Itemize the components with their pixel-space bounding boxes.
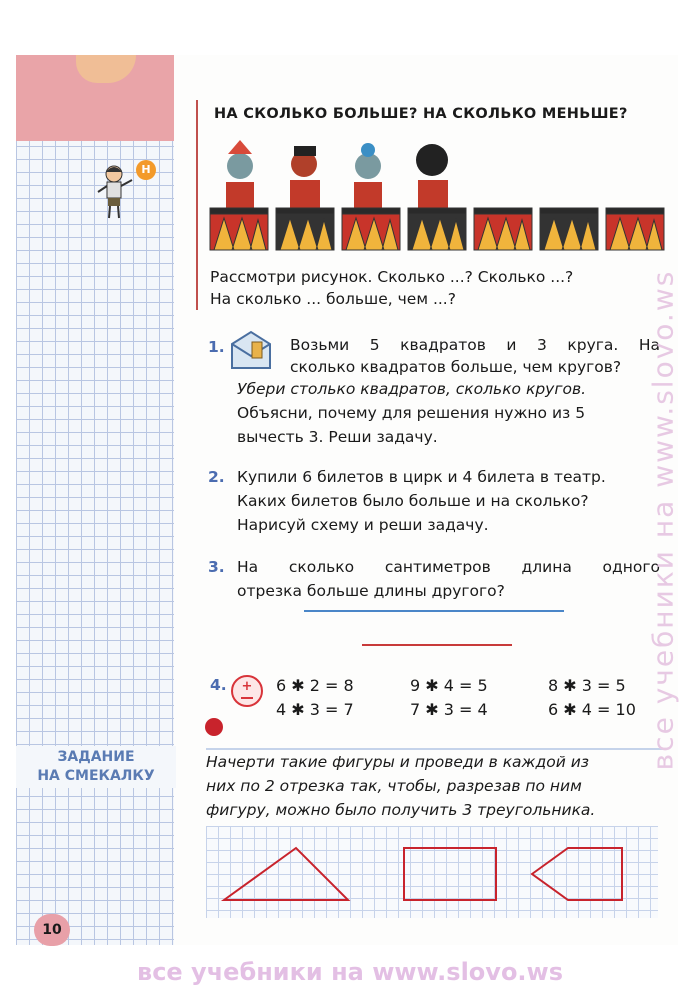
puzzle-label-line-2: НА СМЕКАЛКУ xyxy=(37,768,155,784)
animals-group xyxy=(226,140,448,208)
watermark-bottom: все учебники на www.slovo.ws xyxy=(137,958,563,986)
task-2-line-1: Купили 6 билетов в цирк и 4 билета в театр. xyxy=(237,468,606,486)
box-icon xyxy=(228,328,274,374)
equation: 4 ✱ 3 = 7 xyxy=(276,700,354,719)
task-3-line-2: отрезка больше длины другого? xyxy=(237,582,505,600)
plus-minus-icon xyxy=(230,674,264,708)
puzzle-label xyxy=(16,746,176,788)
equation: 9 ✱ 4 = 5 xyxy=(410,676,488,695)
puzzle-label-line-1: ЗАДАНИЕ xyxy=(57,749,135,765)
hint-badge: Н xyxy=(136,160,156,180)
equation: 7 ✱ 3 = 4 xyxy=(410,700,488,719)
segment-red xyxy=(362,644,512,646)
equation: 8 ✱ 3 = 5 xyxy=(548,676,626,695)
pentagon-shape xyxy=(532,848,622,900)
watermark-side: все учебники на www.slovo.ws xyxy=(646,269,680,771)
intro-line-1: Рассмотри рисунок. Сколько ...? Сколько ...? xyxy=(210,268,574,286)
triangle-shape xyxy=(224,848,348,900)
boy-icon xyxy=(96,162,136,222)
task-1-line-1: Возьми 5 квадратов и 3 круга. На xyxy=(290,336,660,354)
circus-illustration xyxy=(208,132,668,254)
task-1-line-3: Убери столько квадратов, сколько кругов. xyxy=(237,380,587,398)
page-number: 10 xyxy=(34,914,70,946)
intro-line-2: На сколько ... больше, чем ...? xyxy=(210,290,456,308)
pink-corner-block xyxy=(16,55,174,141)
red-dot-icon xyxy=(205,718,223,736)
svg-text:+: + xyxy=(241,679,253,694)
margin-grid xyxy=(16,55,174,945)
task-1-line-2: сколько квадратов больше, чем кругов? xyxy=(290,358,622,376)
puzzle-text xyxy=(206,748,666,822)
rectangle-shape xyxy=(404,848,496,900)
task-3-number: 3. xyxy=(208,558,225,576)
pedestals-group xyxy=(210,208,664,250)
puzzle-line-1: Начерти такие фигуры и проведи в каждой из xyxy=(206,753,590,771)
page-title: НА СКОЛЬКО БОЛЬШЕ? НА СКОЛЬКО МЕНЬШЕ? xyxy=(214,106,628,122)
puzzle-line-3: фигуру, можно было получить 3 треугольника. xyxy=(206,801,596,819)
equation: 6 ✱ 2 = 8 xyxy=(276,676,354,695)
task-2-line-2: Каких билетов было больше и на сколько? xyxy=(237,492,589,510)
shapes-figure xyxy=(206,826,658,918)
task-1-line-4: Объясни, почему для решения нужно из 5 xyxy=(237,404,586,422)
task-1-line-5: вычесть 3. Реши задачу. xyxy=(237,428,438,446)
task-2-line-3: Нарисуй схему и реши задачу. xyxy=(237,516,489,534)
task-2-number: 2. xyxy=(208,468,225,486)
section-divider xyxy=(196,100,198,310)
equation: 6 ✱ 4 = 10 xyxy=(548,700,636,719)
segment-blue xyxy=(304,610,564,612)
task-4-number: 4. xyxy=(210,676,227,694)
task-3-line-1: На сколько сантиметров длина одного xyxy=(237,558,660,576)
puzzle-line-2: них по 2 отрезка так, чтобы, разрезав по ним xyxy=(206,777,582,795)
task-1-number: 1. xyxy=(208,338,225,356)
